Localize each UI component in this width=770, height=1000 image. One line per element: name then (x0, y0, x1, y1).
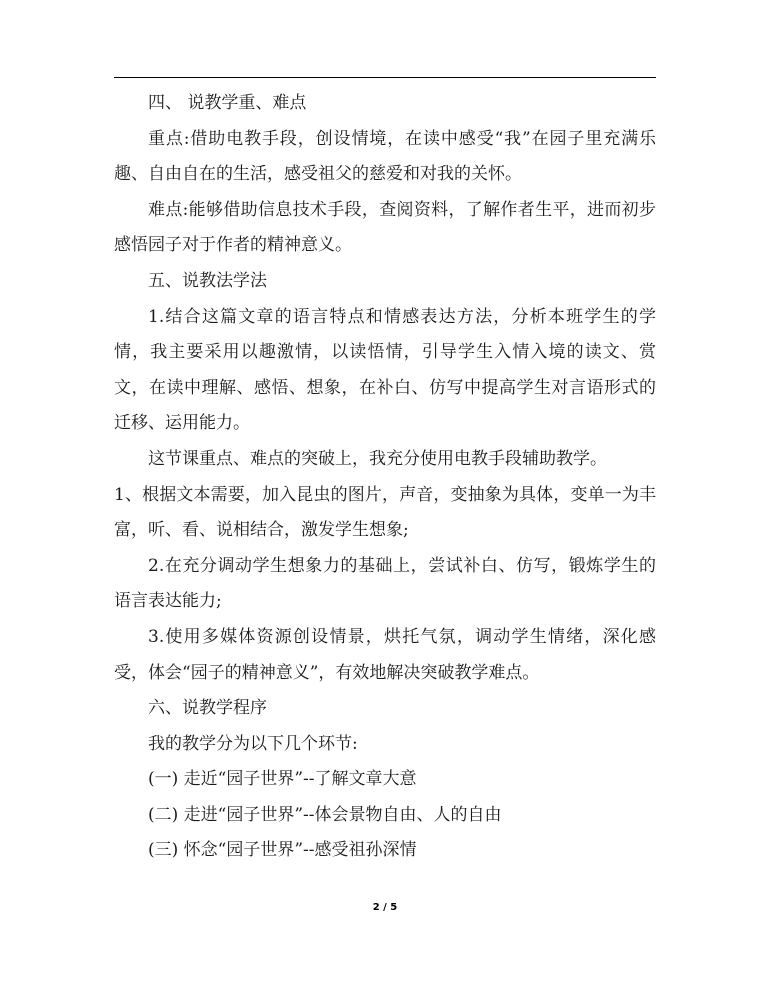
procedure-step-3: (三) 怀念“园子世界”--感受祖孙深情 (148, 840, 417, 861)
document-body (114, 86, 656, 869)
paragraph-key-point: 重点:借助电教手段，创设情境，在读中感受“我”在园子里充满乐趣、自由自在的生活，感受祖父的慈爱和对我的关怀。 (114, 128, 656, 185)
header-rule (114, 77, 656, 78)
procedure-step-1: (一) 走近“园子世界”--了解文章大意 (148, 769, 417, 790)
paragraph-breakthrough: 这节课重点、难点的突破上，我充分使用电教手段辅助教学。 (148, 448, 607, 469)
procedure-step-2: (二) 走进“园子世界”--体会景物自由、人的自由 (148, 804, 502, 825)
paragraph-method-1: 1.结合这篇文章的语言特点和情感表达方法，分析本班学生的学情，我主要采用以趣激情，以读悟情，引导学生入情入境的读文、赏文，在读中理解、感悟、想象，在补白、仿写中提高学生对言语形式的迁移、运用能力。 (114, 306, 656, 434)
paragraph-list-item-3: 3.使用多媒体资源创设情景，烘托气氛，调动学生情绪，深化感受，体会“园子的精神意义”，有效地解决突破教学难点。 (114, 626, 656, 683)
paragraph-list-item-1: 1、根据文本需要，加入昆虫的图片，声音，变抽象为具体，变单一为丰富，听、看、说相结合，激发学生想象; (114, 484, 656, 541)
heading-teaching-focus: 四、 说教学重、难点 (148, 93, 307, 113)
page-number: 2 / 5 (372, 902, 398, 913)
paragraph-procedure-intro: 我的教学分为以下几个环节: (148, 733, 358, 754)
paragraph-difficult-point: 难点:能够借助信息技术手段，查阅资料，了解作者生平，进而初步感悟园子对于作者的精神意义。 (114, 199, 656, 256)
paragraph-list-item-2: 2.在充分调动学生想象力的基础上，尝试补白、仿写，锻炼学生的语言表达能力; (114, 555, 656, 612)
heading-teaching-procedure: 六、说教学程序 (148, 698, 267, 719)
heading-teaching-methods: 五、说教法学法 (148, 270, 267, 291)
